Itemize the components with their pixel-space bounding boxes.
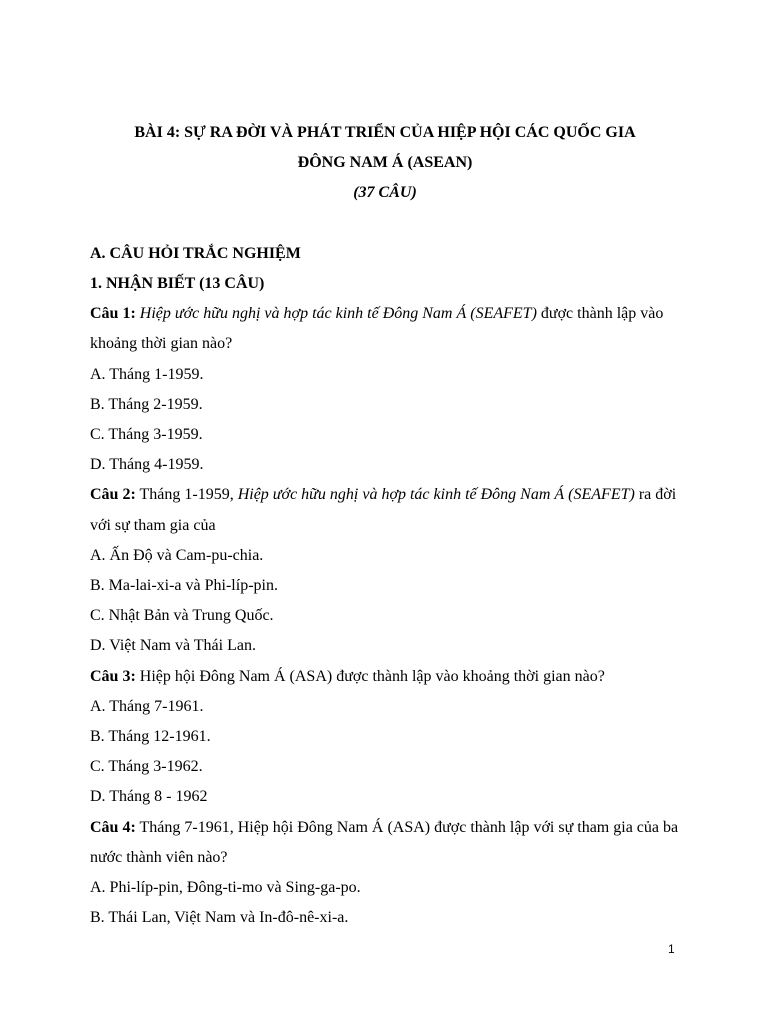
option-3b: B. Tháng 12-1961. — [90, 728, 211, 746]
spacer — [90, 209, 680, 239]
question-1 — [90, 299, 680, 359]
document-title-line1: BÀI 4: SỰ RA ĐỜI VÀ PHÁT TRIỂN CỦA HIỆP HỘI CÁC QUỐC GIA — [134, 124, 636, 141]
option-1c: C. Tháng 3-1959. — [90, 426, 203, 444]
question-count: (37 CÂU) — [353, 184, 417, 202]
question-3 — [90, 662, 680, 692]
question-label: Câu 4: — [90, 818, 136, 836]
question-lead: Hiệp hội Đông Nam Á (ASA) được thành lập vào khoảng thời gian nào? — [135, 667, 605, 685]
option-4b: B. Thái Lan, Việt Nam và In-đô-nê-xi-a. — [90, 909, 349, 927]
question-italic: Hiệp ước hữu nghị và hợp tác kinh tế Đông Nam Á (SEAFET) — [237, 486, 635, 504]
section-title: A. CÂU HỎI TRẮC NGHIỆM — [90, 244, 301, 262]
question-label: Câu 2: — [90, 486, 136, 504]
option-1b: B. Tháng 2-1959. — [90, 395, 203, 413]
option-1d: D. Tháng 4-1959. — [90, 456, 204, 474]
section-subtitle: 1. NHẬN BIẾT (13 CÂU) — [90, 275, 265, 292]
question-2 — [90, 480, 680, 540]
question-4 — [90, 813, 680, 873]
document-page — [90, 118, 680, 933]
option-3c: C. Tháng 3-1962. — [90, 758, 203, 776]
option-3d: D. Tháng 8 - 1962 — [90, 788, 208, 806]
question-italic: Hiệp ước hữu nghị và hợp tác kinh tế Đông Nam Á (SEAFET) — [139, 305, 537, 323]
option-2a: A. Ấn Độ và Cam-pu-chia. — [90, 546, 264, 564]
option-2d: D. Việt Nam và Thái Lan. — [90, 637, 256, 655]
option-3a: A. Tháng 7-1961. — [90, 697, 204, 715]
option-2b: B. Ma-lai-xi-a và Phi-líp-pin. — [90, 577, 278, 595]
question-text: ra đời với sự tham gia của — [90, 486, 677, 534]
document-title-line2: ĐÔNG NAM Á (ASEAN) — [297, 154, 473, 172]
question-label: Câu 1: — [90, 305, 136, 323]
question-label: Câu 3: — [90, 667, 136, 685]
option-4a: A. Phi-líp-pin, Đông-ti-mo và Sing-ga-po. — [90, 879, 361, 897]
question-lead: Tháng 1-1959, — [135, 486, 238, 504]
option-1a: A. Tháng 1-1959. — [90, 365, 204, 383]
page-number: 1 — [668, 942, 675, 956]
option-2c: C. Nhật Bản và Trung Quốc. — [90, 607, 274, 625]
question-lead: Tháng 7-1961, Hiệp hội Đông Nam Á (ASA) được thành lập với sự tham gia của ba nước thành viên nào? — [90, 818, 679, 866]
question-text: được thành lập vào khoảng thời gian nào? — [90, 305, 664, 353]
